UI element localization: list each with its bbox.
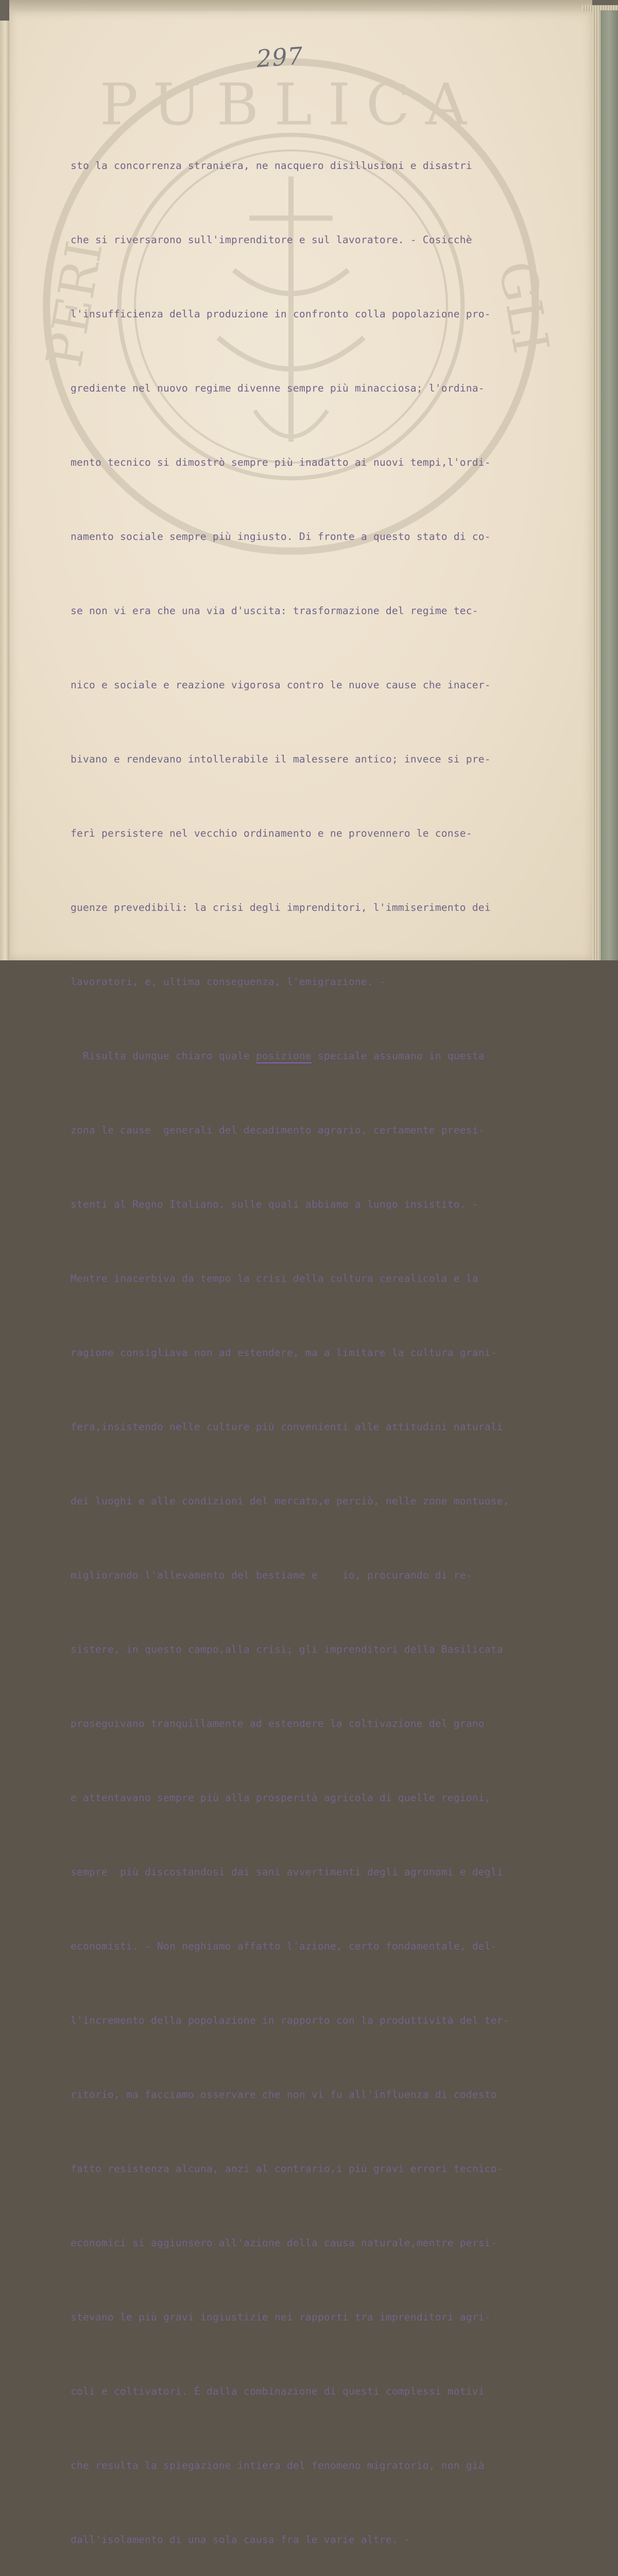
typed-body-text xyxy=(71,104,591,2576)
text-line: grediente nel nuovo regime divenne sempre più minacciosa; l'ordina- xyxy=(71,382,485,394)
text-line: ritorio, ma facciamo osservare che non vi fu all'influenza di codesto xyxy=(71,2089,497,2100)
text-line: se non vi era che una via d'uscita: trasformazione del regime tec- xyxy=(71,605,478,617)
text-line: sistere, in questo campo,alla crisi; gli imprenditori della Basilicata xyxy=(71,1643,503,1655)
text-line: proseguivano tranquillamente ad estendere la coltivazione del grano xyxy=(71,1718,485,1730)
text-line: economisti. - Non neghiamo affatto l'azione, certo fondamentale, del- xyxy=(71,1940,497,1952)
text-line: stenti al Regno Italiano, sulle quali abbiamo a lungo insistito. - xyxy=(71,1198,478,1210)
text-line xyxy=(71,1044,591,1069)
text-line: stevano le più gravi ingiustizie nei rapporti tra imprenditori agri- xyxy=(71,2311,491,2323)
book-cover-edge xyxy=(600,10,618,960)
text-line: lavoratori, e, ultima conseguenza, l'emigrazione. - xyxy=(71,976,386,988)
text-line: e attentavano sempre più alla prosperità agricola di quelle regioni, xyxy=(71,1792,491,1804)
text-line: bivano e rendevano intollerabile il malessere antico; invece si pre- xyxy=(71,753,491,765)
svg-text:PERI: PERI xyxy=(35,236,114,371)
text-line: Mentre inacerbiva da tempo la crisi della cultura cerealicola e la xyxy=(71,1273,478,1284)
text-line-head: Risulta dunque chiaro quale xyxy=(71,1050,256,1062)
text-line: sto la concorrenza straniera, ne nacquero disillusioni e disastri xyxy=(71,160,472,172)
text-line: l'incremento della popolazione in rapporto con la produttività del ter- xyxy=(71,2014,509,2026)
text-line: fatto resistenza alcuna, anzi al contrario,i più gravi errori tecnico- xyxy=(71,2163,503,2175)
text-line: che si riversarono sull'imprenditore e sul lavoratore. - Cosicchè xyxy=(71,234,472,246)
text-line: sempre più discostandosi dai sani avvertimenti degli agronomi e degli xyxy=(71,1866,503,1878)
svg-text:GLI: GLI xyxy=(487,257,560,358)
underlined-word: posizione xyxy=(255,1050,312,1062)
text-line: dei luoghi e alle condizioni del mercato,e perciò, nelle zone montuose, xyxy=(71,1495,509,1507)
text-line: economici si aggiunsero all'azione della causa naturale,mentre persi- xyxy=(71,2237,497,2249)
text-line: migliorando l'allevamento del bestiame e io, procurando di re- xyxy=(71,1569,472,1581)
previous-page-edge xyxy=(0,21,9,960)
text-line: che resulta la spiegazione intiera del fenomeno migratorio, non già xyxy=(71,2460,485,2471)
text-line-tail: speciale assumano in questa xyxy=(311,1050,485,1062)
text-line: guenze prevedibili: la crisi degli imprenditori, l'immiserimento dei xyxy=(71,902,491,913)
text-line: namento sociale sempre più ingiusto. Di fronte a questo stato di co- xyxy=(71,531,491,543)
handwritten-page-number: 297 xyxy=(255,41,304,73)
svg-text:PUBLICA: PUBLICA xyxy=(99,72,483,139)
text-line: ferì persistere nel vecchio ordinamento e ne provennero le conse- xyxy=(71,827,472,839)
text-line: dall'isolamento di una sola causa fra le varie altre. - xyxy=(71,2534,410,2546)
text-line: nico e sociale e reazione vigorosa contro le nuove cause che inacer- xyxy=(71,679,491,691)
text-line: coli e coltivatori. È dalla combinazione di questi complessi motivi xyxy=(71,2385,485,2397)
text-line: ragione consigliava non ad estendere, ma a limitare la cultura grani- xyxy=(71,1347,497,1359)
text-line: mento tecnico si dimostrò sempre più inadatto ai nuovi tempi,l'ordi- xyxy=(71,456,491,468)
text-line: fera,insistendo nelle culture più convenienti alle attitudini naturali xyxy=(71,1421,503,1433)
text-line: zona le cause generali del decadimento agrario, certamente preesi- xyxy=(71,1124,485,1136)
text-line: l'insufficienza della produzione in confronto colla popolazione pro- xyxy=(71,308,491,320)
